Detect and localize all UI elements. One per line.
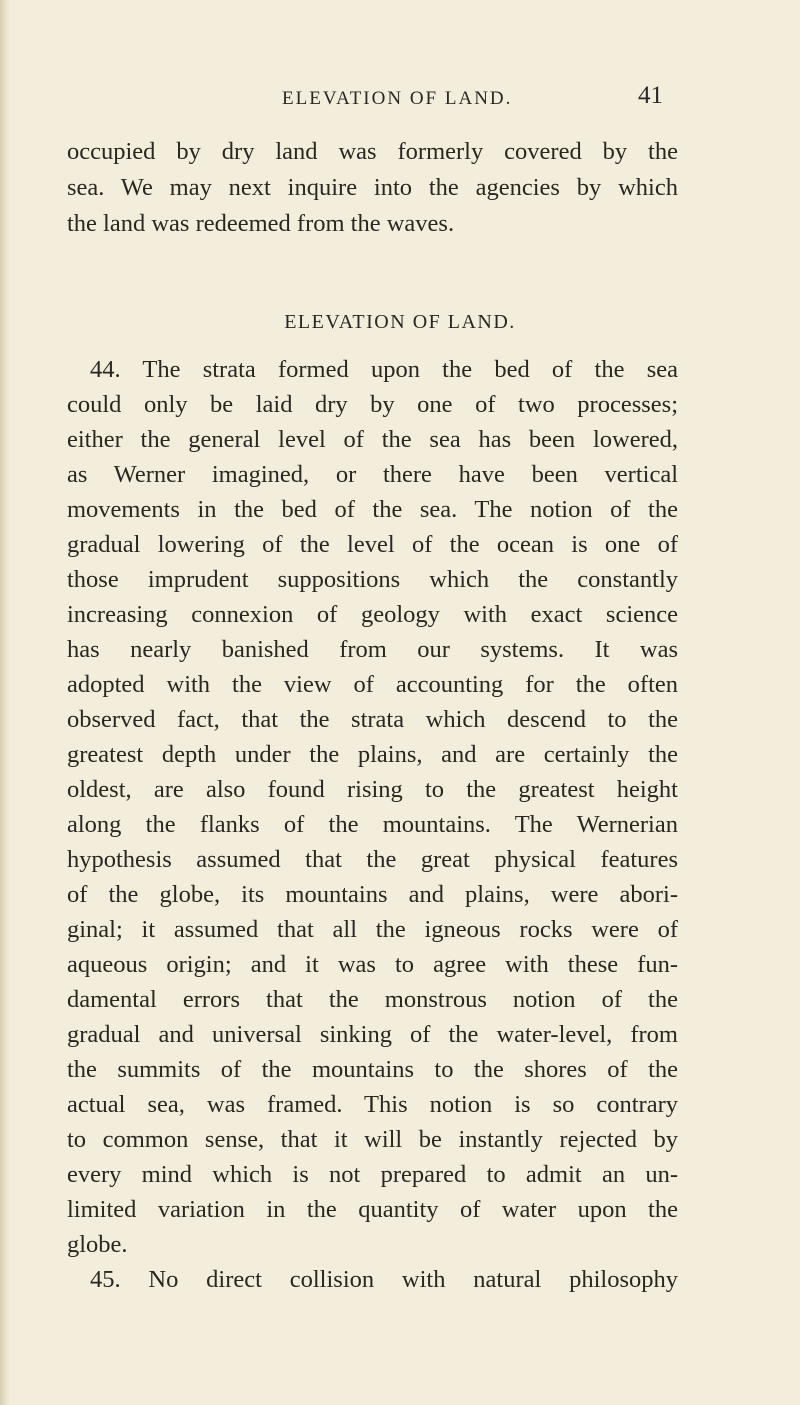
text-line: as Werner imagined, or there have been vertical (67, 461, 678, 488)
text-line: either the general level of the sea has been lowered, (67, 426, 678, 453)
text-line: the land was redeemed from the waves. (67, 210, 455, 237)
text-line: the summits of the mountains to the shores of the (67, 1056, 678, 1083)
text-line: to common sense, that it will be instantly rejected by (67, 1126, 678, 1153)
text-line: occupied by dry land was formerly covered by the (67, 138, 678, 165)
text-line: oldest, are also found rising to the greatest height (67, 776, 678, 803)
text-line: adopted with the view of accounting for the often (67, 671, 678, 698)
text-line: damental errors that the monstrous notion of the (67, 986, 678, 1013)
text-line: limited variation in the quantity of water upon the (67, 1196, 678, 1223)
text-line: movements in the bed of the sea. The notion of the (67, 496, 678, 523)
text-line: could only be laid dry by one of two processes; (67, 391, 678, 418)
text-line: actual sea, was framed. This notion is so contrary (67, 1091, 678, 1118)
text-line: gradual and universal sinking of the water-level, from (67, 1021, 678, 1048)
running-title: ELEVATION OF LAND. (282, 88, 513, 109)
text-line: observed fact, that the strata which descend to the (67, 706, 678, 733)
text-line: has nearly banished from our systems. It was (67, 636, 678, 663)
running-head (0, 82, 800, 114)
text-line: aqueous origin; and it was to agree with these fun- (67, 951, 678, 978)
text-line: along the flanks of the mountains. The Wernerian (67, 811, 678, 838)
text-line: ginal; it assumed that all the igneous rocks were of (67, 916, 678, 943)
section-heading: ELEVATION OF LAND. (284, 311, 516, 333)
text-line: sea. We may next inquire into the agencies by which (67, 174, 678, 201)
text-line: greatest depth under the plains, and are certainly the (67, 741, 678, 768)
page-number: 41 (638, 82, 663, 109)
text-line: 45. No direct collision with natural philosophy (90, 1266, 678, 1293)
text-line: those imprudent suppositions which the constantly (67, 566, 678, 593)
text-line: of the globe, its mountains and plains, were abori- (67, 881, 678, 908)
text-line: increasing connexion of geology with exact science (67, 601, 678, 628)
text-line: gradual lowering of the level of the ocean is one of (67, 531, 678, 558)
page-margin-shadow (0, 0, 10, 1405)
text-line: globe. (67, 1231, 128, 1258)
text-line: 44. The strata formed upon the bed of the sea (90, 356, 678, 383)
text-line: hypothesis assumed that the great physical features (67, 846, 678, 873)
text-line: every mind which is not prepared to admit an un- (67, 1161, 678, 1188)
